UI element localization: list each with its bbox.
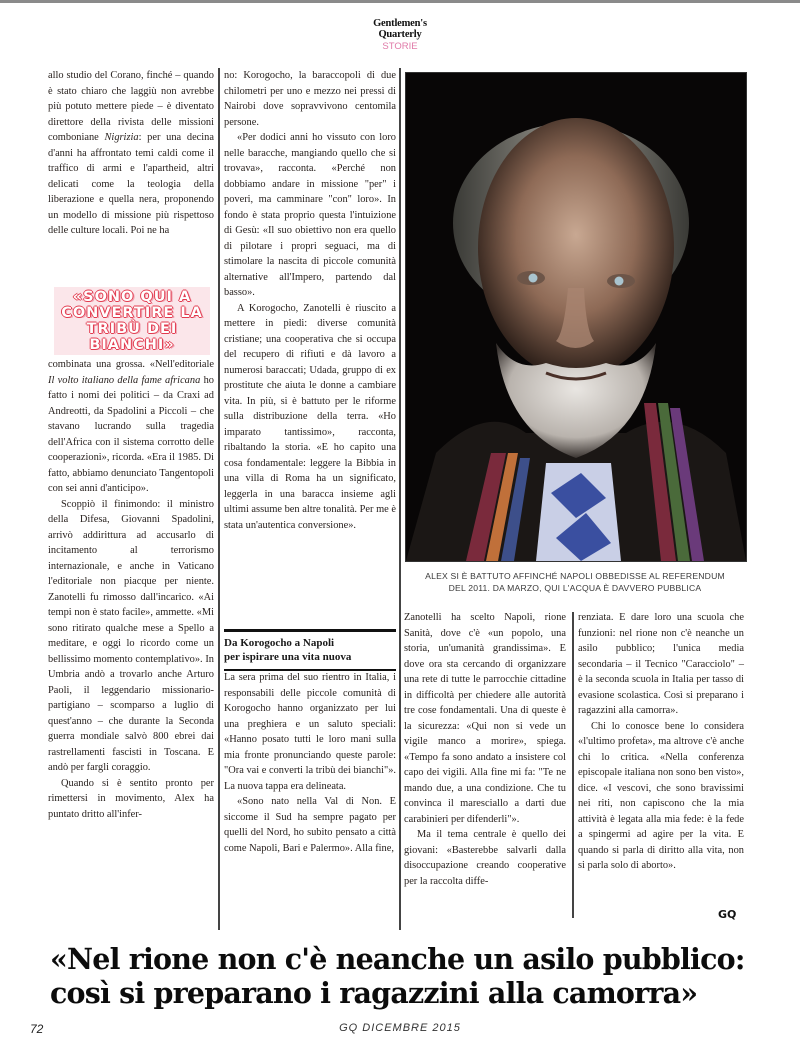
photo-caption: ALEX SI È BATTUTO AFFINCHÉ NAPOLI OBBEDISSE AL REFERENDUM DEL 2011. DA MARZO, QUI L'ACQUA È DAVVERO PUBBLICA bbox=[425, 571, 725, 593]
portrait-illustration bbox=[406, 73, 746, 561]
column-2-bottom bbox=[224, 670, 396, 856]
column-1-top bbox=[48, 68, 214, 239]
column-rule bbox=[218, 68, 220, 930]
column-rule bbox=[572, 612, 574, 918]
paragraph: renziata. E dare loro una scuola che funzioni: nel rione non c'è neanche un asilo pubblico; l'unica media secondaria – il Tecnico "Caracciolo" – è la seconda scuola in Italia per tasso di evasione scolastica. Così si preparano i ragazzini alla camorra». bbox=[578, 612, 744, 716]
paragraph: «Sono nato nella Val di Non. E siccome il Sud ha sempre pagato per quelli del Nord, ho subito pensato a città come Napoli, Bari e Palermo». Alla fine, bbox=[224, 796, 396, 854]
paragraph: Chi lo conosce bene lo considera «l'ultimo profeta», ma altrove c'è anche chi lo critica. «Nella conferenza episcopale italiana non sono ben visto», dice. «I vescovi, che sono bravissimi nei riti, non capiscono che la mia attività è legata alla mia fede: è la fede a spingermi ad agire per la vita. E quando si parla di diritto alla vita, non si parla solo di aborto». bbox=[578, 720, 744, 871]
headline-quote: «Nel rione non c'è neanche un asilo pubblico: così si preparano i ragazzini alla camorra» bbox=[50, 942, 745, 1010]
column-4 bbox=[578, 610, 744, 874]
column-rule bbox=[399, 68, 401, 930]
paragraph: Quando si è sentito pronto per rimettersi in movimento, Alex ha puntato dritto all'infer- bbox=[48, 777, 214, 820]
column-2-top bbox=[224, 68, 396, 533]
paragraph: Scoppiò il finimondo: il ministro della Difesa, Giovanni Spadolini, arrivò addirittura ad accusarlo di incitamento al terrorismo internazionale, e anche in Vaticano l'editoriale non piacque per niente. Zanotelli fu rimosso dall'incarico. «Ai tempi non è stato facile», ammette. «Mi sono ritirato qualche mese a Spello a meditare, e oggi lo ricordo come un bellissimo momento contemplativo». In Umbria andò a trovarlo anche Arturo Paoli, il leggendario missionario-partigiano – scomparso a luglio di quest'anno – che durante la Seconda guerra mondiale salvò 800 ebrei dai rastrellamenti fascisti in Toscana. E andò per fargli coraggio. bbox=[48, 498, 214, 773]
top-border bbox=[0, 0, 800, 3]
pull-quote: «SONO QUI A CONVERTIRE LA TRIBÙ DEI BIANCHI» bbox=[54, 287, 210, 355]
paragraph: Ma il tema centrale è quello dei giovani: «Basterebbe salvarli dalla disoccupazione creando cooperative per la raccolta diffe- bbox=[404, 829, 566, 887]
masthead bbox=[300, 18, 500, 52]
paragraph: combinata una grossa. «Nell'editoriale Il volto italiano della fame africana ho fatto i nomi dei politici – da Craxi ad Andreotti, da Spadolini a Piccoli – che stavano lucrando sulla tragedia dell'Africa con il sistema corrotto delle cooperazioni», ricorda. «Era il 1985. Di fatto, abbiamo denunciato Tangentopoli con sei anni d'anticipo». bbox=[48, 359, 214, 494]
gq-end-mark: GQ bbox=[718, 908, 737, 921]
paragraph: A Korogocho, Zanotelli è riuscito a mettere in piedi: diverse comunità cristiane; una cooperativa che si occupa del recupero di rifiuti e dà lavoro a numerosi baraccati; Udada, gruppo di ex prostitute che aiuta le donne a cambiare vita. In più, si è battuto per le riforme sulla distribuzione della terra. «Ho imparato tantissimo», racconta, ribaltando la storia. «E ho capito una cosa fondamentale: leggere la Bibbia in una villa di Roma ha un significato, leggerla in una baracca insieme agli ultimi assume ben altre tonalità. Per me è stata un'autentica conversione». bbox=[224, 302, 396, 531]
paragraph: «Per dodici anni ho vissuto con loro nelle baracche, mangiando quello che si trovava», racconta. «Perché non dobbiamo andare in missione "per" i poveri, ma camminare "con" loro». In fondo è stata proprio questa l'intuizione di Gesù: «Il suo obiettivo non era quello di pilotare i propri seguaci, ma di stimolare la nascita di piccole comunità alternative all'Impero, partendo dal basso». bbox=[224, 132, 396, 298]
portrait-photo bbox=[405, 72, 747, 562]
subheading-block bbox=[224, 629, 396, 671]
page-number: 72 bbox=[30, 1022, 44, 1036]
column-1-bottom bbox=[48, 357, 214, 822]
subheading: Da Korogocho a Napoli per ispirare una vita nuova bbox=[224, 636, 352, 663]
issue-footer: GQ DICEMBRE 2015 bbox=[339, 1022, 461, 1034]
paragraph: allo studio del Corano, finché – quando è stato chiaro che laggiù non avrebbe più potuto mettere piede – è diventato direttore della rivista delle missioni comboniane Nigrizia: per una decina d'anni ha affrontato temi caldi come il traffico di armi e l'apartheid, altri delicati come la teologia della liberazione e quella nera, proponendo un modello di missione più rispettoso delle culture locali. Poi ne ha bbox=[48, 70, 214, 236]
editorial-title: Il volto italiano della fame africana bbox=[48, 374, 201, 386]
masthead-line-1: Gentlemen's bbox=[373, 18, 427, 29]
column-3 bbox=[404, 610, 566, 889]
paragraph: no: Korogocho, la baraccopoli di due chilometri per uno e mezzo nei pressi di Nairobi dove sopravvivono centomila persone. bbox=[224, 70, 396, 128]
paragraph: La sera prima del suo rientro in Italia, i responsabili delle piccole comunità di Korogocho hanno organizzato per lui una preghiera e un saluto speciali: «Hanno posato tutti le loro mani sulla mia fronte pronunciando queste parole: "Ora vai e converti la tribù dei bianchi"». La nuova tappa era delineata. bbox=[224, 672, 396, 792]
masthead-line-2: Quarterly bbox=[378, 29, 422, 40]
section-label: STORIE bbox=[382, 41, 418, 52]
paragraph: Zanotelli ha scelto Napoli, rione Sanità, dove c'è «un popolo, una storia, un'umanità grandissima». E dove ora sta cercando di organizzare una rete di tutte le parrocchie cittadine in difficoltà per chiedere alle autorità tre cose fondamentali. Una di queste è la sicurezza: «Qui non si vede un vigile manco a morire», spiega. «Tempo fa sono andato a insistere col capo dei vigili. Alla fine mi fa: "Te ne mando due, a una condizione. Che tu convinca il maresciallo a darti due carabinieri per difenderli"». bbox=[404, 612, 566, 825]
magazine-title: Nigrizia bbox=[104, 132, 139, 143]
